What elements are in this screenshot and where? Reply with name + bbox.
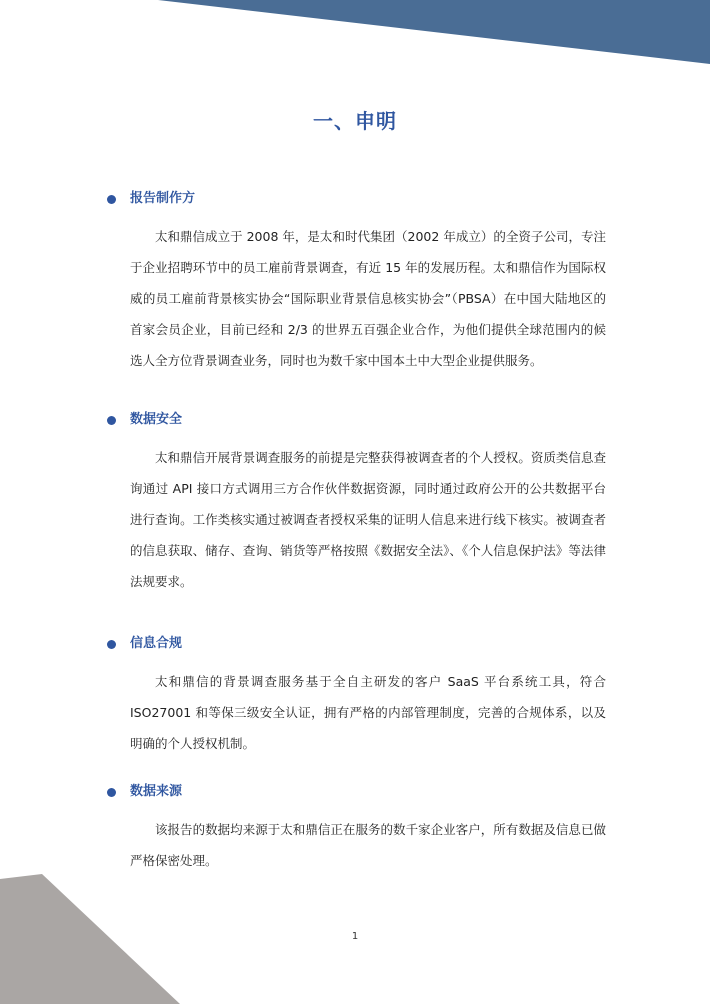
bullet-icon xyxy=(107,640,116,649)
section-report-maker xyxy=(0,189,710,376)
section-compliance xyxy=(0,634,710,759)
section-title: 报告制作方 xyxy=(130,191,196,206)
section-paragraph: 该报告的数据均来源于太和鼎信正在服务的数千家企业客户，所有数据及信息已做严格保密处理。 xyxy=(130,822,606,868)
section-data-source xyxy=(0,782,710,876)
bullet-icon xyxy=(107,195,116,204)
section-title: 信息合规 xyxy=(130,636,183,651)
section-title: 数据来源 xyxy=(130,784,183,799)
page-title: 一、申明 xyxy=(313,109,397,133)
bullet-icon xyxy=(107,788,116,797)
section-data-security xyxy=(0,410,710,597)
bullet-icon xyxy=(107,416,116,425)
page-number: 1 xyxy=(351,931,359,942)
section-paragraph: 太和鼎信成立于 2008 年，是太和时代集团（2002 年成立）的全资子公司，专注于企业招聘环节中的员工雇前背景调查，有近 15 年的发展历程。太和鼎信作为国际权威的员工雇前背景核实协会“国际职业背景信息核实协会”（PBSA）在中国大陆地区的首家会员企业，目前已经和 2/3 的世界五百强企业合作，为他们提供全球范围内的候选人全方位背景调查业务，同时也为数千家中国本土中大型企业提供服务。 xyxy=(130,229,606,368)
section-paragraph: 太和鼎信的背景调查服务基于全自主研发的客户 SaaS 平台系统工具，符合 ISO27001 和等保三级安全认证，拥有严格的内部管理制度，完善的合规体系，以及明确的个人授权机制。 xyxy=(130,674,606,751)
header-banner-shape xyxy=(0,0,710,70)
section-title: 数据安全 xyxy=(130,412,183,427)
section-paragraph: 太和鼎信开展背景调查服务的前提是完整获得被调查者的个人授权。资质类信息查询通过 API 接口方式调用三方合作伙伴数据资源，同时通过政府公开的公共数据平台进行查询。工作类核实通过被调查者授权采集的证明人信息来进行线下核实。被调查者的信息获取、储存、查询、销货等严格按照《数据安全法》、《个人信息保护法》等法律法规要求。 xyxy=(130,450,606,589)
